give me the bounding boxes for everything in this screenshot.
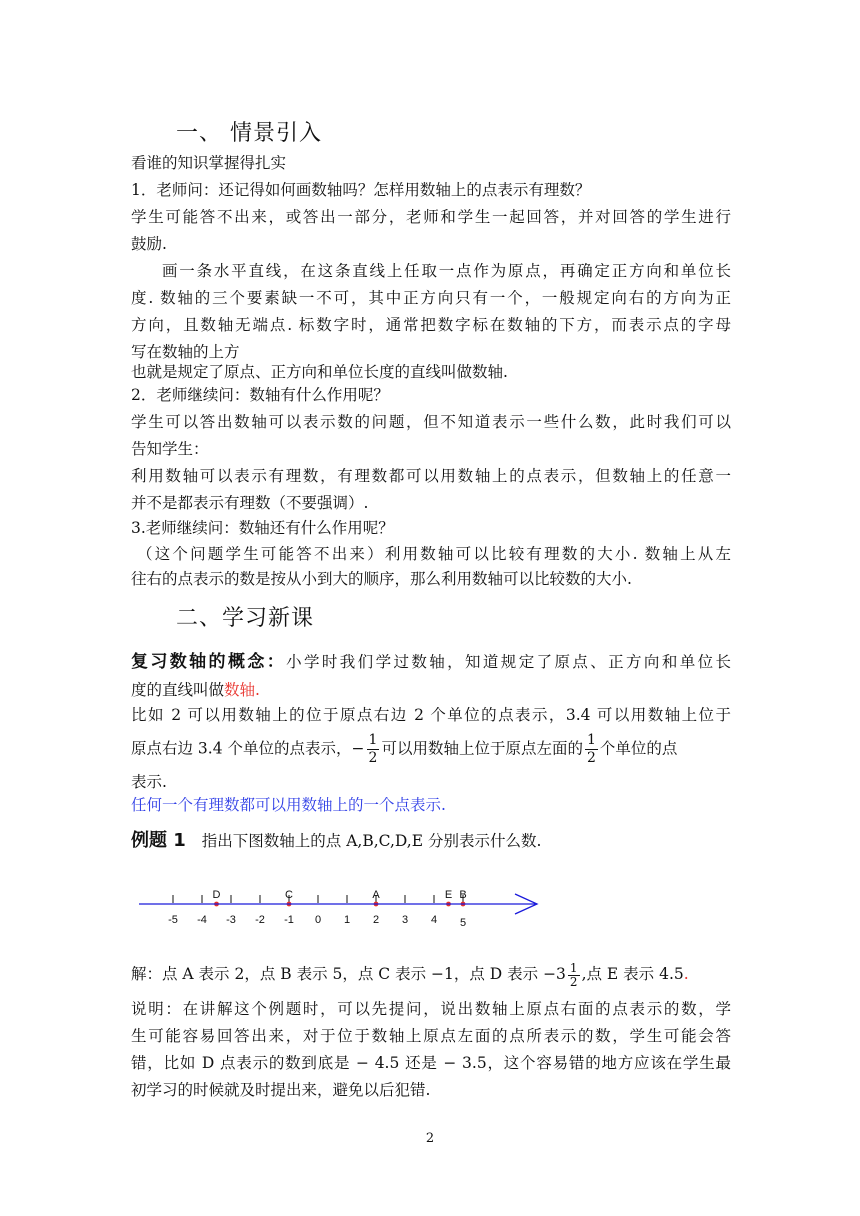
fraction-numerator: 1 (569, 960, 578, 975)
tick-label: 2 (372, 914, 380, 926)
review-label: 复习数轴的概念： (131, 652, 287, 672)
fraction-denominator: 2 (368, 750, 378, 766)
section-heading-2: 二、学习新课 (176, 606, 315, 631)
tick-label: 1 (343, 914, 351, 926)
example-line: 表示. (131, 773, 167, 791)
fraction-one-half (367, 732, 380, 767)
tick-label: 5 (459, 917, 467, 929)
tick-label: -2 (255, 914, 265, 926)
paragraph-line: 画一条水平直线，在这条直线上任取一点作为原点，再确定正方向和单位长 (162, 262, 731, 280)
paragraph-line: 学生可以答出数轴可以表示数的问题，但不知道表示一些什么数，此时我们可以 (131, 413, 731, 431)
intro-line: 看谁的知识掌握得扎实 (131, 154, 287, 172)
paragraph-line: （这个问题学生可能答不出来）利用数轴可以比较有理数的大小. 数轴上从左 (137, 545, 731, 563)
review-text: 小学时我们学过数轴，知道规定了原点、正方向和单位长 (286, 653, 731, 671)
tick-label: 0 (314, 914, 322, 926)
section-heading-1: 一、 情景引入 (176, 121, 322, 146)
question-2: 2．老师继续问：数轴有什么作用呢？ (131, 386, 389, 404)
question-1: 1．老师问：还记得如何画数轴吗？怎样用数轴上的点表示有理数？ (131, 181, 591, 199)
review-line-2 (131, 677, 731, 704)
term-number-line: 数轴. (224, 681, 260, 699)
page-number: 2 (425, 1131, 435, 1146)
tick-label: -1 (284, 914, 294, 926)
tick-label: -5 (168, 914, 178, 926)
highlight-sentence: 任何一个有理数都可以用数轴上的一个点表示. (131, 796, 446, 814)
note-line: 初学习的时候就及时提出来，避免以后犯错. (131, 1081, 431, 1099)
paragraph-line: 鼓励. (131, 235, 167, 253)
paragraph-line: 写在数轴的上方 (131, 343, 240, 361)
review-line (131, 649, 731, 676)
fraction-numerator: 1 (586, 732, 596, 748)
paragraph-line: 往右的点表示的数是按从小到大的顺序，那么利用数轴可以比较数的大小. (131, 570, 632, 588)
paragraph-line: 学生可能答不出来，或答出一部分，老师和学生一起回答，并对回答的学生进行 (131, 208, 731, 226)
solution-dot: . (683, 965, 689, 983)
paragraph-line: 也就是规定了原点、正方向和单位长度的直线叫做数轴. (131, 363, 508, 381)
example-line-fraction (131, 732, 731, 767)
example-text: 可以用数轴上位于原点左面的 (381, 739, 583, 758)
tick-label: -4 (197, 914, 207, 926)
note-line: 生可能容易回答出来，对于位于数轴上原点左面的点所表示的数，学生可能会答 (131, 1027, 731, 1045)
tick-label: 4 (430, 914, 438, 926)
paragraph-line: 方向，且数轴无端点. 标数字时，通常把数字标在数轴的下方，而表示点的字母 (131, 316, 731, 334)
fraction-one-half (568, 962, 580, 989)
example-line: 比如 2 可以用数轴上的位于原点右边 2 个单位的点表示，3.4 可以用数轴上位于 (131, 706, 731, 724)
example-1-label: 例题 1 (131, 830, 186, 851)
note-line: 错，比如 D 点表示的数到底是 − 4.5 还是 − 3.5，这个容易错的地方应该在学生最 (131, 1054, 731, 1072)
number-line-figure (135, 876, 555, 938)
paragraph-line: 告知学生： (131, 440, 209, 458)
example-text: 原点右边 3.4 个单位的点表示， (131, 739, 352, 758)
point-label-b: B (459, 889, 467, 901)
example-text: 个单位的点 (599, 739, 678, 758)
example-1-line (131, 827, 731, 855)
paragraph-line: 利用数轴可以表示有理数，有理数都可以用数轴上的点表示，但数轴上的任意一 (131, 467, 731, 485)
point-label-c: C (285, 889, 293, 901)
question-3: 3.老师继续问：数轴还有什么作用呢？ (131, 519, 394, 537)
fraction-one-half (585, 732, 598, 767)
fraction-denominator: 2 (586, 750, 596, 766)
fraction-denominator: 2 (569, 974, 578, 989)
fraction-numerator: 1 (368, 732, 378, 748)
point-label-d: D (212, 889, 221, 901)
review-text: 度的直线叫做 (131, 681, 225, 699)
tick-label: 3 (401, 914, 409, 926)
tick-label: -3 (226, 914, 236, 926)
minus-sign: − (351, 739, 365, 758)
example-1-text: 指出下图数轴上的点 A,B,C,D,E 分别表示什么数. (201, 832, 542, 850)
solution-text: 解：点 A 表示 2，点 B 表示 5，点 C 表示 −1，点 D 表示 −3 (131, 965, 566, 983)
point-label-e: E (444, 889, 453, 901)
note-line: 说明：在讲解这个例题时，可以先提问，说出数轴上原点右面的点表示的数，学 (131, 1000, 731, 1018)
paragraph-line: 度. 数轴的三个要素缺一不可，其中正方向只有一个，一般规定向右的方向为正 (131, 289, 731, 307)
solution-text: ,点 E 表示 4.5 (581, 965, 684, 983)
paragraph-line: 并不是都表示有理数（不要强调）. (131, 494, 369, 512)
solution-line (131, 961, 731, 989)
point-label-a: A (372, 889, 380, 901)
